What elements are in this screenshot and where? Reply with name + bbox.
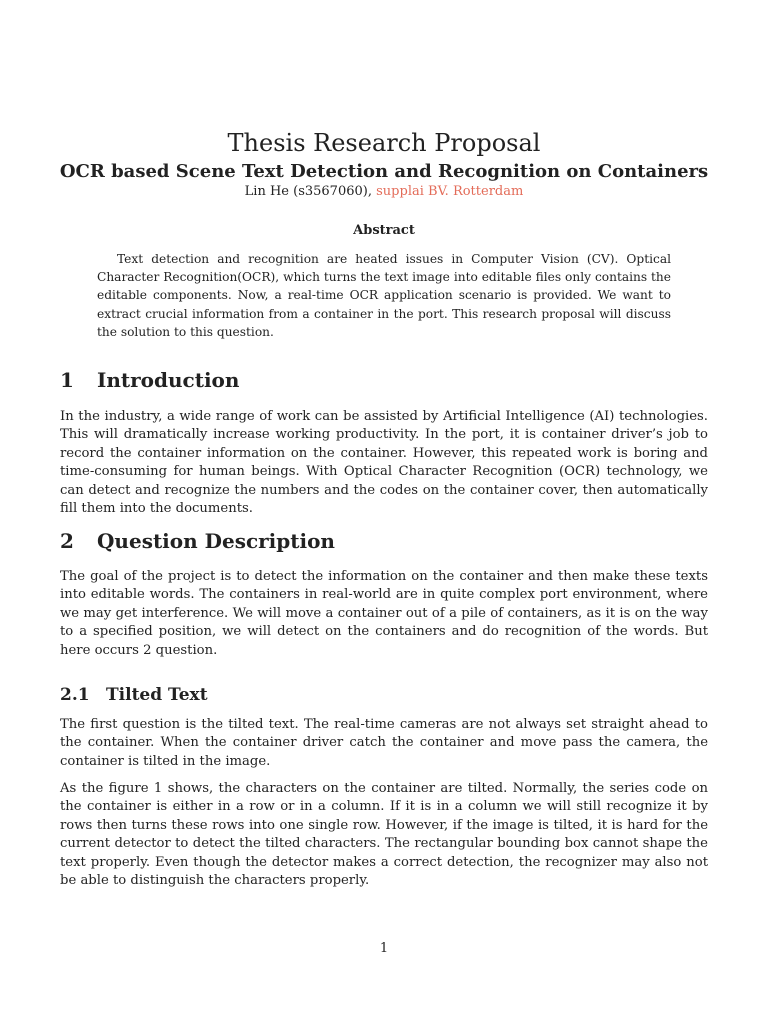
section-title: Introduction xyxy=(97,368,240,392)
author-name: Lin He (s3567060), xyxy=(244,184,372,199)
subsection-heading-tilted-text xyxy=(60,684,710,706)
paper-subtitle: OCR based Scene Text Detection and Recognition on Containers xyxy=(59,161,709,182)
section-heading-question-description xyxy=(60,528,710,554)
subsection-number: 2.1 xyxy=(60,685,90,705)
abstract-text: Text detection and recognition are heated issues in Computer Vision (CV). Optical Character Recognition(OCR), which turns the text image into editable files only contains the editable components. Now, a real-time OCR application scenario is provided. We want to extract crucial information from a container in the port. This research proposal will discuss the solution to this question. xyxy=(97,252,671,339)
section-number: 1 xyxy=(60,368,74,392)
question-description-paragraph: The goal of the project is to detect the information on the container and then make these texts into editable words. The containers in real-world are in quite complex port environment, where we may get interference. We will move a container out of a pile of containers, as it is on the way to a specified position, we will detect on the containers and do recognition of the words. But here occurs 2 question. xyxy=(60,569,708,658)
author-line xyxy=(0,183,768,201)
page-number: 1 xyxy=(379,941,389,956)
abstract-heading: Abstract xyxy=(353,223,415,238)
paper-title: Thesis Research Proposal xyxy=(227,129,541,157)
tilted-text-paragraph-2: As the figure 1 shows, the characters on the container are tilted. Normally, the series code on the container is either in a row or in a column. If it is in a column we will still recognize it by rows then turns these rows into one single row. However, if the image is tilted, it is hard for the current detector to detect the tilted characters. The rectangular bounding box cannot shape the text properly. Even though the detector makes a correct detection, the recognizer may also not be able to distinguish the characters properly. xyxy=(60,781,708,889)
section-number: 2 xyxy=(60,529,74,553)
section-heading-introduction xyxy=(60,367,710,393)
section-title: Question Description xyxy=(97,529,335,553)
subsection-title: Tilted Text xyxy=(106,685,208,705)
author-affiliation-link[interactable]: supplai BV. Rotterdam xyxy=(376,184,524,199)
tilted-text-paragraph-1: The first question is the tilted text. The real-time cameras are not always set straight ahead to the container. When the container driver catch the container and move pass the camera, the container is tilted in the image. xyxy=(60,717,708,769)
introduction-paragraph: In the industry, a wide range of work can be assisted by Artificial Intelligence (AI) technologies. This will dramatically increase working productivity. In the port, it is container driver’s job to record the container information on the container. However, this repeated work is boring and time-consuming for human beings. With Optical Character Recognition (OCR) technology, we can detect and recognize the numbers and the codes on the container cover, then automatically fill them into the documents. xyxy=(60,409,708,517)
